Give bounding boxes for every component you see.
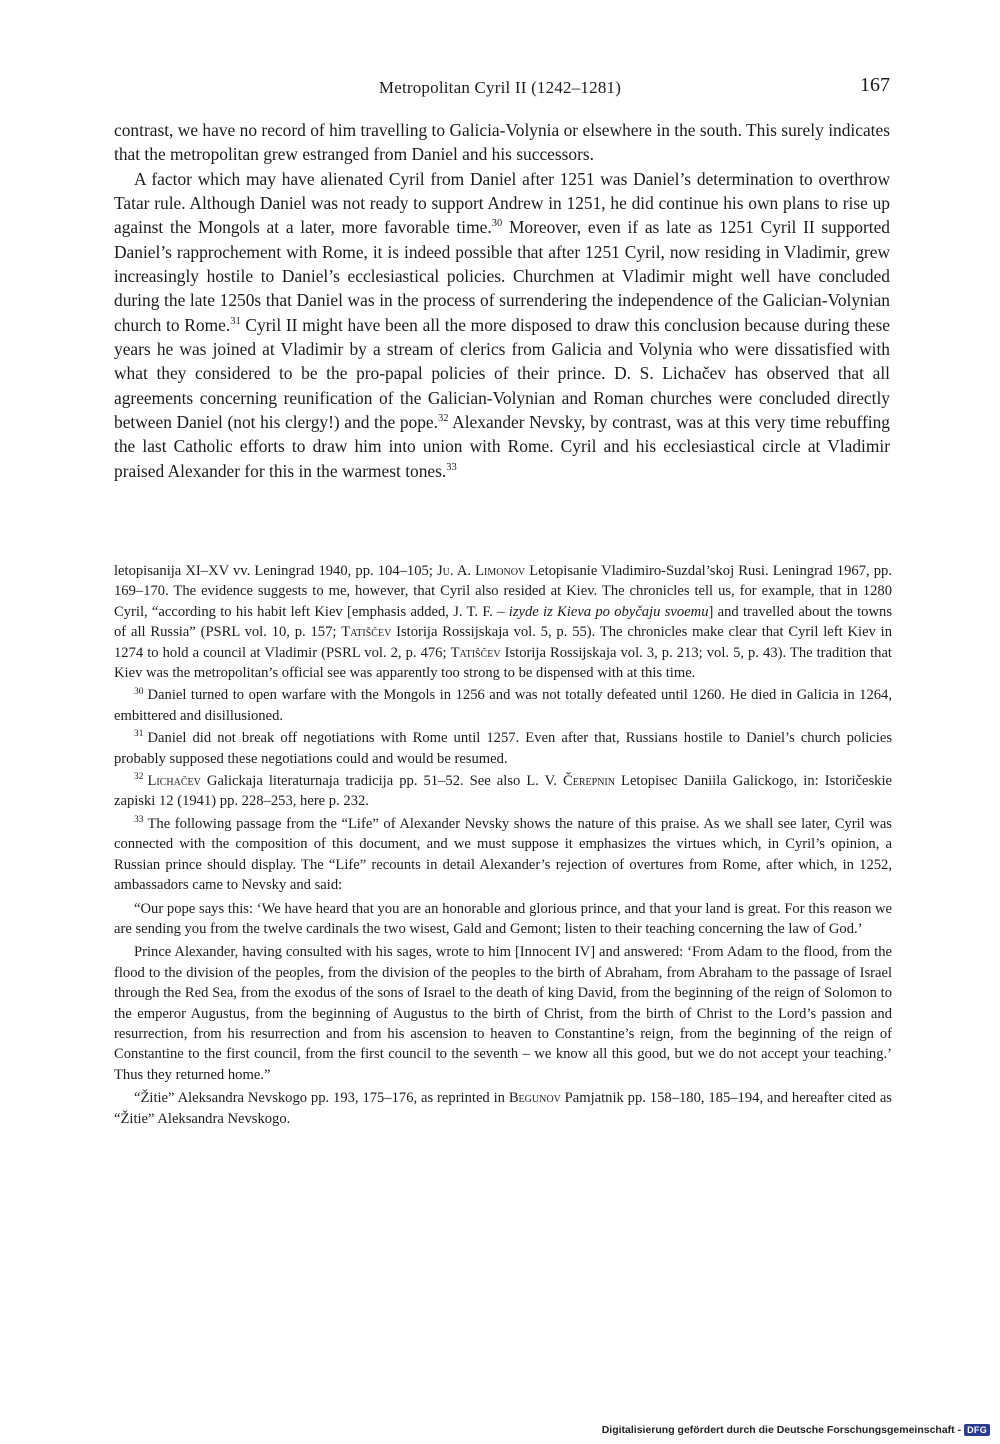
paragraph-2-part-c: Cyril II might have been all the more disposed to draw this conclusion because during these years he was joined at Vladimir by a stream of clerics from Galicia and Volynia who were dissatisfied with what they considered to be the pro-papal policies of their prince. D. S. Lichačev has observed that all agreements concerning reunification of the Galician-Volynian and Roman churches were concluded directly between Daniel (not his clergy!) and the pope. bbox=[114, 314, 890, 433]
paragraph-2-part-d: Alexander Nevsky, by contrast, was at this very time rebuffing the last Catholic efforts to draw him into union with Rome. Cyril and his ecclesiastical circle at Vladimir praised Alexander for this in the warmest tones. bbox=[114, 412, 890, 481]
author-name: Lichačev bbox=[147, 773, 201, 790]
paragraph-2-part-a: A factor which may have alienated Cyril from Daniel after 1251 was Daniel’s determination to overthrow Tatar rule. Although Daniel was not ready to support Andrew in 1251, he did continue his own plans to rise up against the Mongols at a later, more favorable time. bbox=[114, 168, 890, 238]
paragraph-1: contrast, we have no record of him travelling to Galicia-Volynia or elsewhere in the south. This surely indicates that the metropolitan grew estranged from Daniel and his successors. bbox=[114, 120, 890, 165]
quote-source bbox=[114, 1088, 892, 1129]
italic-quote: izyde iz Kieva po obyčaju svoemu bbox=[508, 603, 709, 620]
paragraph-2 bbox=[114, 167, 890, 483]
page-number: 167 bbox=[860, 74, 890, 96]
footnote-number: 32 bbox=[134, 772, 144, 783]
author-name: Čerepnin bbox=[563, 773, 615, 790]
author-name: Begunov bbox=[508, 1090, 561, 1107]
running-title: Metropolitan Cyril II (1242–1281) bbox=[378, 78, 622, 97]
footnote-text: Letopisec Daniila Galickogo, in: Istoričeskie zapiski 12 (1941) pp. 228–253, here p. 232. bbox=[114, 773, 892, 810]
footnote-cont-text-5: Istorija Rossijskaja vol. 3, p. 213; vol. 5, p. 43). The tradition that Kiev was the metropolitan’s official see was apparently too strong to be dispensed with at this time. bbox=[114, 644, 892, 682]
dfg-logo-icon: DFG bbox=[964, 1424, 990, 1436]
footnote-cont-text-2: Letopisanie Vladimiro-Suzdal’skoj Rusi. Leningrad 1967, pp. 169–170. The evidence suggests to me, however, that Cyril also resided at Kiev. The chronicles tell us, for example, that in 1280 Cyril, “according to his habit left Kiev [emphasis added, J. T. F. – bbox=[114, 563, 892, 620]
footnote-cont-text-4: Istorija Rossijskaja vol. 5, p. 55). The chronicles make clear that Cyril left Kiev in 1274 to hold a council at Vladimir (PSRL vol. 2, p. 476; bbox=[114, 624, 893, 661]
footnote-ref-33: 33 bbox=[446, 462, 457, 474]
paragraph-2-part-b: Moreover, even if as late as 1251 Cyril II supported Daniel’s rapprochement with Rome, it is indeed possible that after 1251 Cyril, now residing in Vladimir, grew increasingly hostile to Daniel’s ecclesiastical policies. Churchmen at Vladimir might well have concluded during the late 1250s that Daniel was in the process of surrendering the independence of the Galician-Volynian church to Rome. bbox=[114, 217, 891, 335]
footnote-number: 33 bbox=[134, 815, 144, 826]
footnote-32 bbox=[114, 771, 892, 812]
block-quote-2: Prince Alexander, having consulted with his sages, wrote to him [Innocent IV] and answered: ‘From Adam to the flood, from the flood to the division of the peoples, from the division of the peoples to the birth of Abraham, from Abraham to the passage of Israel through the Red Sea, from the exodus of the sons of Israel to the death of king David, from the beginning of the reign of Solomon to the emperor Augustus, from the beginning of Augustus to the birth of Christ, from the birth of Christ to the Lord’s passion and resurrection, from his resurrection and from his ascension to heaven to Constantine’s reign, from the beginning of the reign of Constantine to the first council, from the first council to the seventh – we know all this good, but we do not accept your teaching.’ Thus they returned home.” bbox=[114, 944, 892, 1083]
author-name: Tatiščev bbox=[341, 624, 392, 641]
block-quote-1: “Our pope says this: ‘We have heard that you are an honorable and glorious prince, and that your land is great. For this reason we are sending you from the twelve cardinals the two wisest, Gald and Gemont; listen to their teaching concerning the law of God.’ bbox=[114, 900, 892, 937]
footnote-31 bbox=[114, 728, 892, 769]
footnote-33 bbox=[114, 814, 892, 896]
credit-text: Digitalisierung gefördert durch die Deutsche Forschungsgemeinschaft - bbox=[601, 1424, 962, 1436]
footnote-number: 30 bbox=[134, 686, 144, 697]
footnote-text: Daniel did not break off negotiations with Rome until 1257. Even after that, Russians hostile to Daniel’s church policies probably supposed these negotiations could and would be resumed. bbox=[114, 730, 892, 767]
source-text-2: Pamjatnik pp. 158–180, 185–194, and hereafter cited as “Žitie” Aleksandra Nevskogo. bbox=[114, 1090, 892, 1127]
main-text bbox=[114, 118, 890, 483]
footnote-cont-text-3: ] and travelled about the towns of all Russia” (PSRL vol. 10, p. 157; bbox=[114, 603, 892, 641]
footnote-30 bbox=[114, 685, 892, 726]
digitization-credit bbox=[602, 1424, 990, 1436]
author-name: Tatiščev bbox=[450, 644, 501, 661]
footnote-ref-31: 31 bbox=[230, 315, 241, 327]
footnotes bbox=[114, 561, 892, 1131]
footnote-text: Daniel turned to open warfare with the Mongols in 1256 and was not totally defeated until 1260. He died in Galicia in 1264, embittered and disillusioned. bbox=[114, 687, 892, 724]
footnote-cont-text-1: letopisanija XI–XV vv. Leningrad 1940, pp. 104–105; bbox=[114, 563, 437, 579]
footnote-number: 31 bbox=[134, 729, 144, 740]
source-text-1: “Žitie” Aleksandra Nevskogo pp. 193, 175–176, as reprinted in bbox=[134, 1090, 509, 1107]
footnote-ref-30: 30 bbox=[491, 218, 503, 230]
author-name: Ju. A. Limonov bbox=[436, 563, 526, 579]
footnote-text: The following passage from the “Life” of Alexander Nevsky shows the nature of this praise. As we shall see later, Cyril was connected with the composition of this document, and we must suppose it emphasizes the virtues which, in Cyril’s opinion, a Russian prince should display. The “Life” recounts in detail Alexander’s rejection of overtures from Rome, after which, in 1252, ambassadors came to Nevsky and said: bbox=[114, 815, 892, 894]
footnote-text: Galickaja literaturnaja tradicija pp. 51–52. See also L. V. bbox=[200, 773, 564, 790]
footnote-continuation bbox=[114, 561, 892, 683]
page-header bbox=[0, 74, 1000, 104]
footnote-ref-32: 32 bbox=[438, 413, 449, 425]
